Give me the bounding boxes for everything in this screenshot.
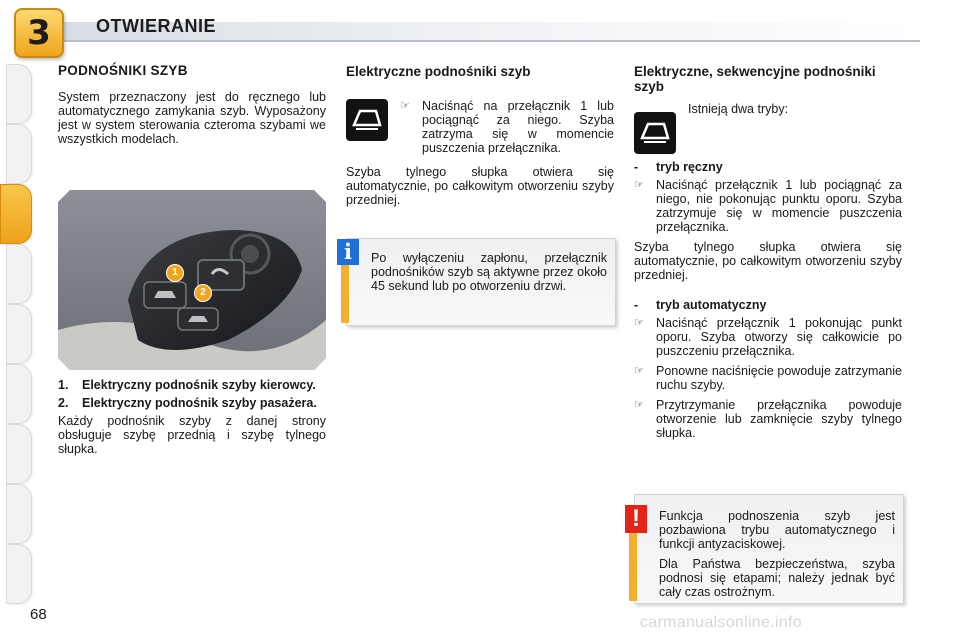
info-icon: i [337, 239, 359, 265]
chapter-number-badge: 3 [14, 8, 64, 58]
legend-item: 2. Elektryczny podnośnik szyby pasażera. [58, 396, 317, 410]
column-2 [346, 64, 614, 213]
warning-icon: ! [625, 505, 647, 533]
chapter-tab-strip [0, 0, 34, 640]
info-text: Po wyłączeniu zapłonu, przełącznik podnośników szyb są aktywne przez około 45 sekund lub po otworzeniu drzwi. [371, 251, 607, 293]
chapter-tab[interactable] [6, 64, 32, 124]
column-1 [58, 64, 326, 152]
warning-text: Funkcja podnoszenia szyb jest pozbawiona trybu automatycznego i funkcji antyzaciskowej. Dla Państwa bezpieczeństwa, szyba podnosi się etapami; należy jednak być cały czas ostrożnym. [659, 509, 895, 599]
chapter-tab[interactable] [6, 304, 32, 364]
instruction-bullet: ☞ Naciśnąć przełącznik 1 pokonując punkt oporu. Szyba otworzy się całkowicie po puszczeniu przełącznika. [634, 316, 902, 358]
pointing-hand-icon: ☞ [634, 364, 644, 377]
window-switch-photo [58, 190, 326, 370]
section-title: Elektryczne, sekwencyjne podnośniki szyb [634, 64, 876, 94]
chapter-title: OTWIERANIE [96, 16, 216, 36]
paragraph: Szyba tylnego słupka otwiera się automatycznie, po całkowitym otworzeniu szyby przedniej. [634, 240, 902, 282]
legend-note: Każdy podnośnik szyby z danej strony obsługuje szybę przednią i szybę tylnego słupka. [58, 414, 326, 456]
chapter-tab[interactable] [6, 244, 32, 304]
pointing-hand-icon: ☞ [634, 316, 644, 329]
pointing-hand-icon: ☞ [634, 178, 644, 191]
column-3 [634, 64, 902, 446]
callout-2: 2 [194, 284, 212, 302]
chapter-tab[interactable] [6, 364, 32, 424]
window-switch-icon [634, 112, 676, 154]
modes-intro: Istnieją dwa tryby: [688, 102, 789, 116]
info-box [346, 238, 616, 326]
chapter-tab[interactable] [6, 424, 32, 484]
chapter-tab[interactable] [6, 124, 32, 184]
photo-legend [58, 378, 326, 462]
intro-paragraph: System przeznaczony jest do ręcznego lub automatycznego zamykania szyb. Wyposażony jest w system sterowania czteroma szybami we wszystkich modelach. [58, 90, 326, 146]
legend-item: 1. Elektryczny podnośnik szyby kierowcy. [58, 378, 316, 392]
instruction-bullet: ☞ Naciśnąć na przełącznik 1 lub pociągnąć za niego. Szyba zatrzyma się w momencie puszczenia przełącznika. [400, 99, 614, 155]
chapter-tab[interactable] [6, 544, 32, 604]
window-switch-icon [346, 99, 388, 141]
callout-1: 1 [166, 264, 184, 282]
chapter-tab-active[interactable] [0, 184, 32, 244]
watermark: carmanualsonline.info [640, 614, 802, 631]
mode-heading-auto: - tryb automatyczny [634, 298, 767, 312]
instruction-bullet: ☞ Ponowne naciśnięcie powoduje zatrzymanie ruchu szyby. [634, 364, 902, 392]
instruction-bullet: ☞ Naciśnąć przełącznik 1 lub pociągnąć za niego, nie pokonując punktu oporu. Szyba zatrzymuje się w momencie puszczenia przełącznika. [634, 178, 902, 234]
chapter-tab[interactable] [6, 484, 32, 544]
warning-box [634, 494, 904, 604]
section-title: PODNOŚNIKI SZYB [58, 63, 188, 78]
instruction-bullet: ☞ Przytrzymanie przełącznika powoduje otworzenie lub zamknięcie szyby tylnego słupka. [634, 398, 902, 440]
paragraph: Szyba tylnego słupka otwiera się automatycznie, po całkowitym otworzeniu szyby przedniej. [346, 165, 614, 207]
mode-heading-manual: - tryb ręczny [634, 160, 723, 174]
pointing-hand-icon: ☞ [634, 398, 644, 411]
pointing-hand-icon: ☞ [400, 99, 410, 112]
page-number: 68 [30, 606, 47, 623]
section-title: Elektryczne podnośniki szyb [346, 64, 531, 79]
